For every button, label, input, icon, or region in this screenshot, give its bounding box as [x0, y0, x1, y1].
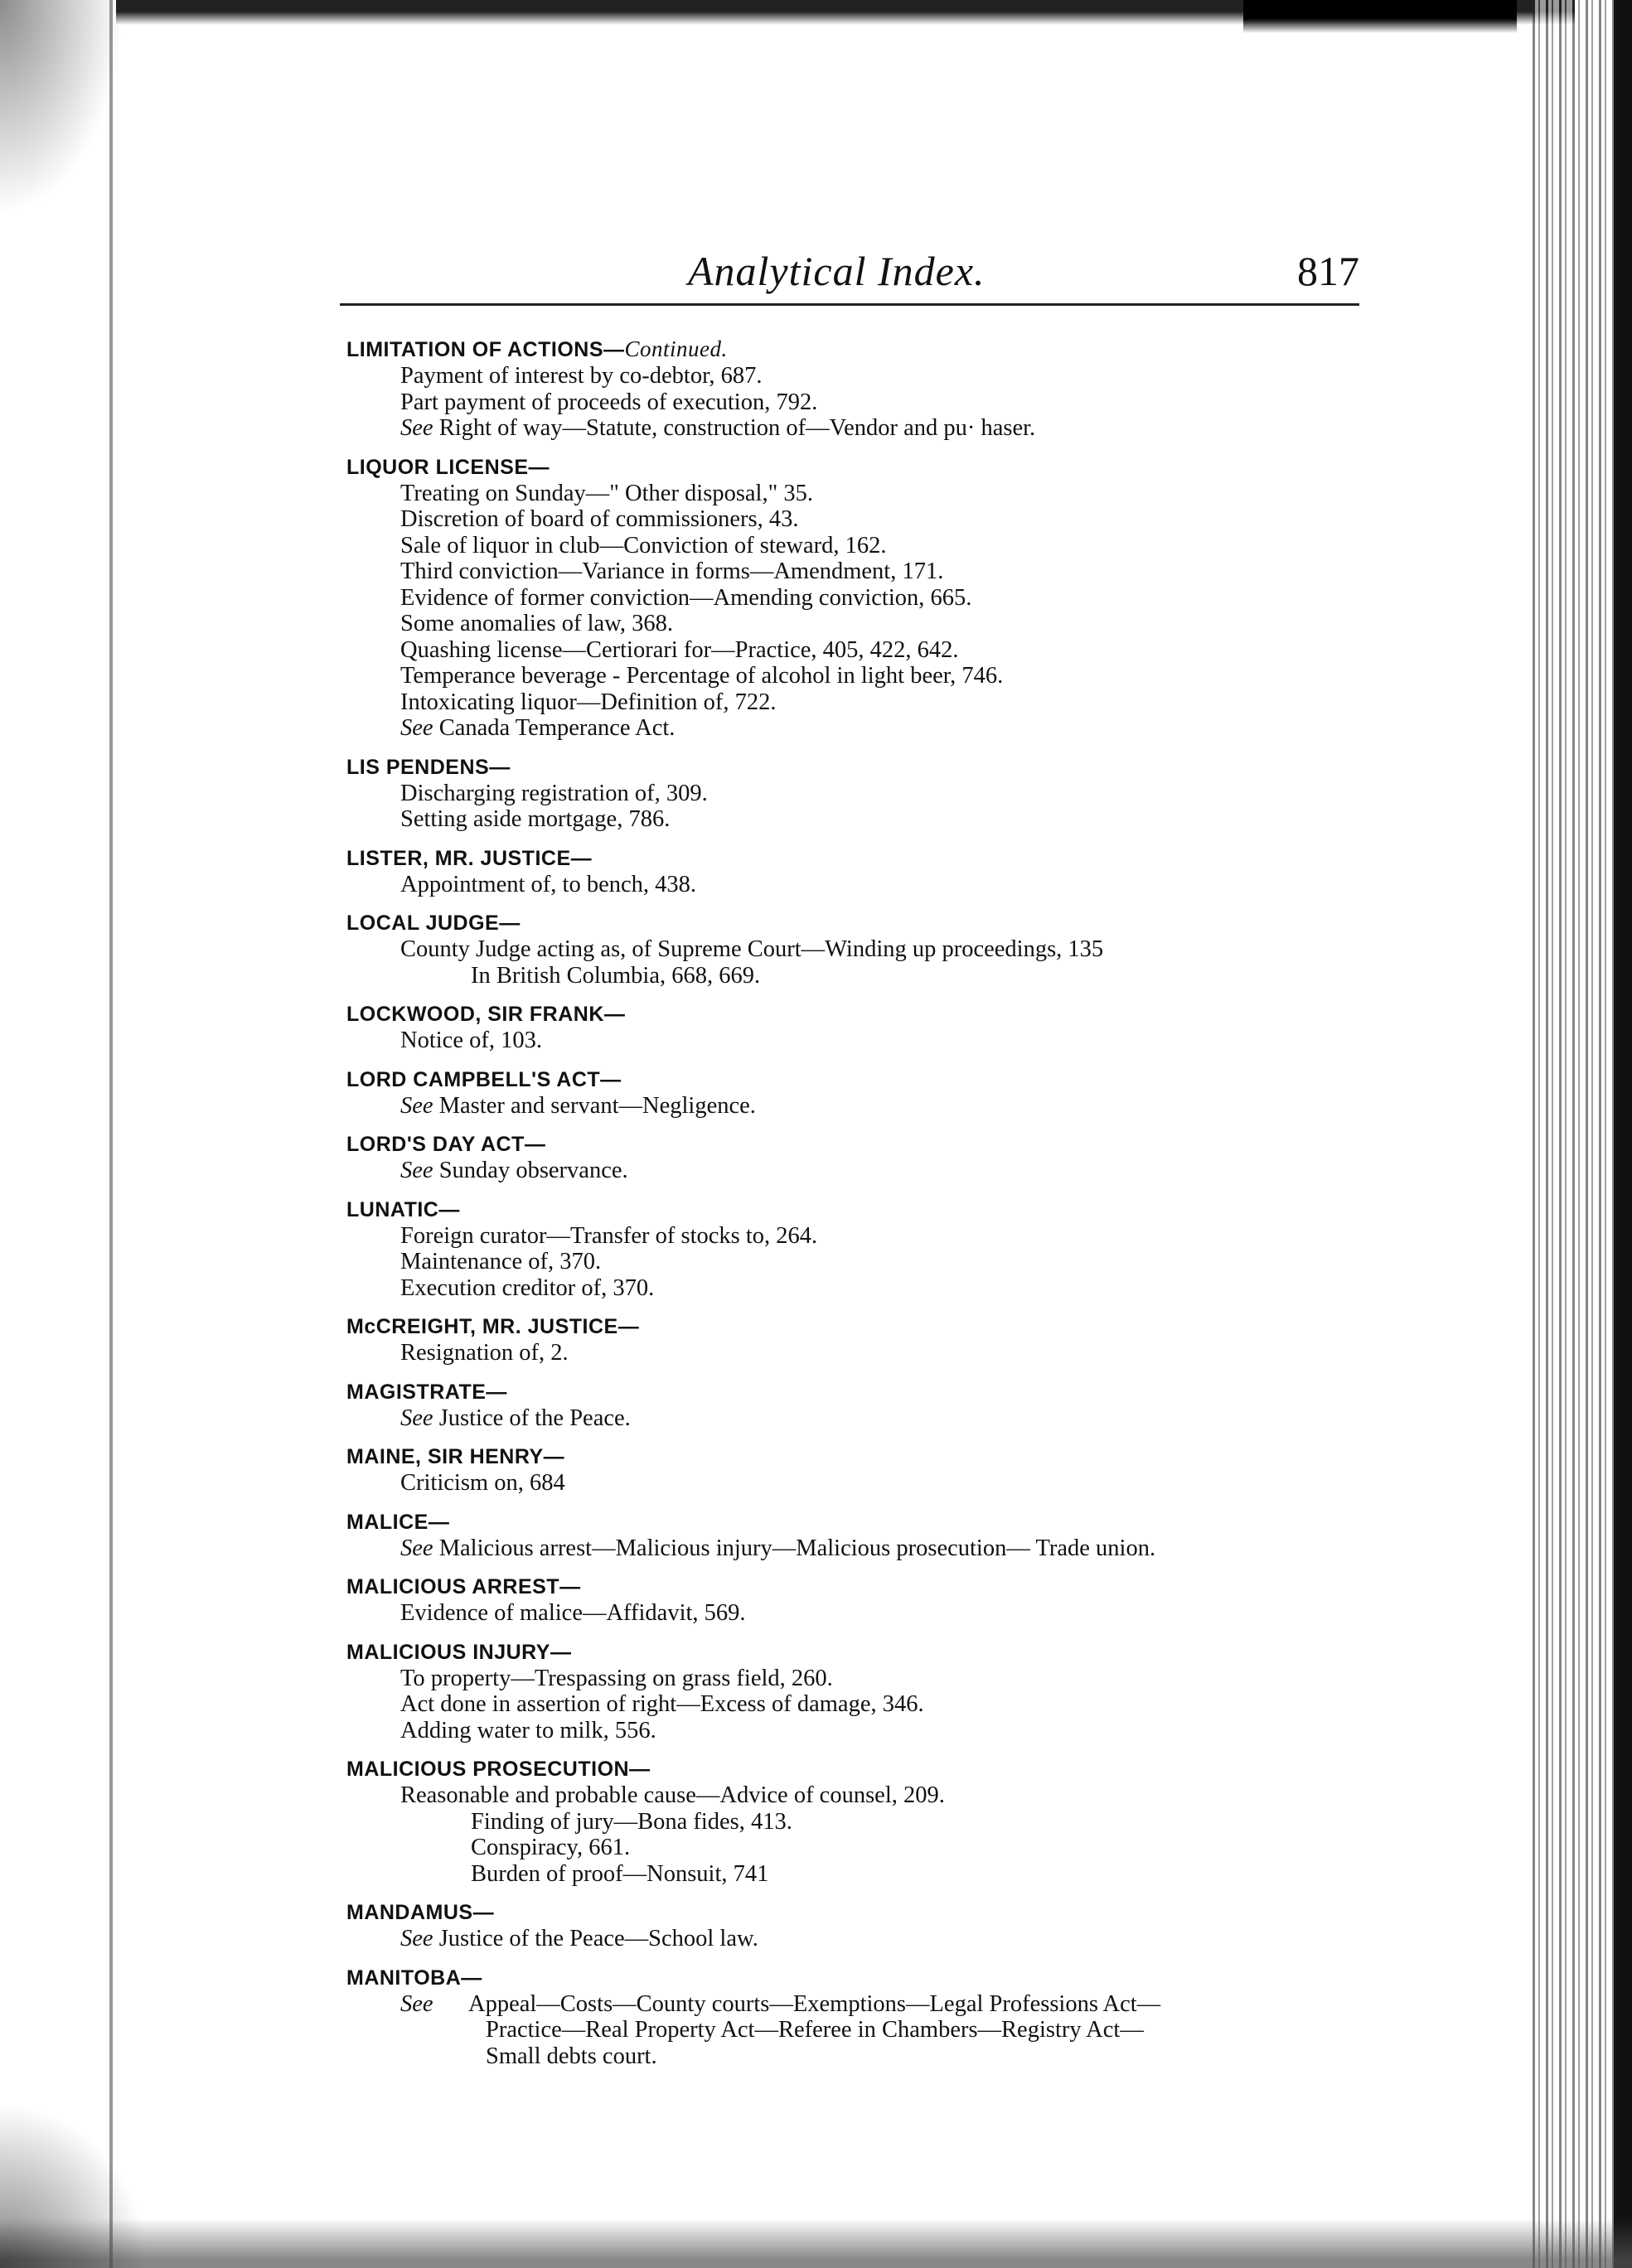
- index-entry: [346, 910, 1374, 989]
- cross-reference-line: [346, 1093, 1374, 1119]
- subentry-text: Execution creditor of, 370.: [400, 1274, 655, 1301]
- cross-reference-line: [346, 1405, 1374, 1432]
- entry-heading: [346, 336, 1374, 363]
- subentry-text: Practice—Real Property Act—Referee in Chambers—Registry Act—: [486, 2017, 1144, 2043]
- subentry-text: Appointment of, to bench, 438.: [400, 871, 696, 897]
- entry-heading-text: LIQUOR LICENSE—: [346, 455, 550, 479]
- entry-heading: [346, 1639, 1374, 1666]
- entry-heading-continued: Continued.: [624, 336, 728, 361]
- subentry-line: [346, 1223, 1374, 1250]
- subentry-line: [346, 1028, 1374, 1054]
- subentry-line: [346, 689, 1374, 716]
- index-entry: [346, 1197, 1374, 1302]
- subentry-line: [346, 1470, 1374, 1497]
- scan-shadow-bottom-left: [0, 2102, 149, 2268]
- index-entry: [346, 336, 1374, 442]
- subentry-text: Temperance beverage - Percentage of alcohol in light beer, 746.: [400, 663, 1004, 689]
- subentry-text: Justice of the Peace—School law.: [438, 1926, 758, 1951]
- entry-heading: [346, 1379, 1374, 1405]
- subentry-text: Canada Temperance Act.: [438, 715, 676, 741]
- entry-heading-text: LORD CAMPBELL'S ACT—: [346, 1067, 622, 1091]
- entry-heading: [346, 454, 1374, 481]
- index-entry: [346, 754, 1374, 833]
- subentry-text: Conspiracy, 661.: [471, 1835, 631, 1860]
- subentry-line: [346, 1249, 1374, 1275]
- subentry-line: [346, 363, 1374, 389]
- subentry-line: [346, 1691, 1374, 1718]
- entry-heading-text: MALICIOUS ARREST—: [346, 1575, 581, 1598]
- subentry-text: Malicious arrest—Malicious injury—Malicious prosecution— Trade union.: [438, 1535, 1156, 1561]
- subentry-line: [346, 963, 1374, 989]
- entry-heading: [346, 1756, 1374, 1782]
- subentry-text: Justice of the Peace.: [438, 1405, 631, 1431]
- subentry-line: [346, 1666, 1374, 1692]
- index-entry: [346, 454, 1374, 742]
- entry-heading: [346, 1509, 1374, 1535]
- subentry-text: Reasonable and probable cause—Advice of counsel, 209.: [400, 1782, 945, 1808]
- page-header: [340, 240, 1359, 307]
- subentry-line: [346, 1809, 1374, 1835]
- subentry-line: [346, 1600, 1374, 1627]
- subentry-line: [346, 781, 1374, 807]
- entry-heading-text: MANITOBA—: [346, 1966, 482, 1990]
- entry-heading-text: LIS PENDENS—: [346, 755, 511, 779]
- see-label: See: [400, 1926, 433, 1951]
- cross-reference-line: [346, 1158, 1374, 1184]
- entry-heading: [346, 1197, 1374, 1223]
- scan-edge-left: [109, 0, 113, 2268]
- entry-heading: [346, 1131, 1374, 1158]
- entry-heading-text: MAGISTRATE—: [346, 1380, 507, 1404]
- running-title: Analytical Index.: [688, 248, 985, 294]
- cross-reference-line: [346, 715, 1374, 742]
- cross-reference-line: [346, 1926, 1374, 1952]
- subentry-line: [346, 936, 1374, 963]
- index-entry: [346, 1379, 1374, 1432]
- subentry-text: Right of way—Statute, construction of—Vendor and pu· haser.: [438, 415, 1036, 441]
- page-number: 817: [1297, 248, 1359, 294]
- subentry-text: Evidence of malice—Affidavit, 569.: [400, 1600, 746, 1626]
- subentry-line: [346, 806, 1374, 833]
- subentry-text: Act done in assertion of right—Excess of damage, 346.: [400, 1691, 924, 1717]
- index-entry: [346, 1443, 1374, 1497]
- header-rule: [340, 303, 1359, 306]
- subentry-text: Adding water to milk, 556.: [400, 1717, 656, 1743]
- entry-heading: [346, 1443, 1374, 1470]
- entry-heading: [346, 1965, 1374, 1991]
- subentry-line: [346, 1782, 1374, 1809]
- index-entry: [346, 845, 1374, 898]
- subentry-text: Quashing license—Certiorari for—Practice, 405, 422, 642.: [400, 636, 959, 663]
- index-entry: [346, 1574, 1374, 1627]
- entry-heading-text: MAINE, SIR HENRY—: [346, 1445, 565, 1468]
- index-entry: [346, 1756, 1374, 1887]
- see-label: See: [400, 715, 433, 741]
- cross-reference-line: [346, 415, 1374, 442]
- entry-heading: [346, 1066, 1374, 1093]
- index-entry: [346, 1001, 1374, 1054]
- subentry-text: Part payment of proceeds of execution, 792.: [400, 389, 818, 415]
- subentry-line: [346, 611, 1374, 637]
- subentry-text: Finding of jury—Bona fides, 413.: [471, 1808, 792, 1835]
- entry-heading: [346, 754, 1374, 781]
- subentry-text: Discretion of board of commissioners, 43.: [400, 506, 799, 532]
- subentry-line: [346, 1275, 1374, 1302]
- scan-edge-bottom: [0, 2218, 1632, 2268]
- subentry-line: [346, 2017, 1374, 2043]
- subentry-line: [346, 637, 1374, 664]
- scan-shadow-left: [0, 0, 124, 215]
- entry-heading-text: MANDAMUS—: [346, 1901, 495, 1924]
- entry-heading: [346, 1313, 1374, 1340]
- entry-heading-text: MALICE—: [346, 1510, 450, 1534]
- subentry-text: Master and servant—Negligence.: [438, 1092, 756, 1119]
- subentry-line: [346, 389, 1374, 416]
- subentry-text: County Judge acting as, of Supreme Court—Winding up proceedings, 135: [400, 936, 1104, 962]
- subentry-text: Setting aside mortgage, 786.: [400, 806, 671, 832]
- subentry-line: [346, 1835, 1374, 1861]
- entry-heading: [346, 1899, 1374, 1926]
- entry-heading: [346, 910, 1374, 936]
- subentry-text: Discharging registration of, 309.: [400, 780, 708, 806]
- index-entry: [346, 1313, 1374, 1366]
- scan-edge-top-dark: [1243, 0, 1517, 33]
- subentry-text: In British Columbia, 668, 669.: [471, 962, 761, 989]
- cross-reference-line: [346, 1991, 1374, 2018]
- entry-heading-text: LUNATIC—: [346, 1197, 460, 1221]
- subentry-text: Payment of interest by co-debtor, 687.: [400, 363, 763, 389]
- index-entry: [346, 1066, 1374, 1119]
- see-label: See: [400, 1405, 433, 1431]
- see-label: See: [400, 415, 433, 441]
- index-entry: [346, 1131, 1374, 1184]
- see-label: See: [400, 1092, 433, 1119]
- subentry-text: Sale of liquor in club—Conviction of steward, 162.: [400, 532, 887, 559]
- see-label: See: [400, 1535, 433, 1561]
- subentry-text: Intoxicating liquor—Definition of, 722.: [400, 689, 777, 715]
- subentry-text: Small debts court.: [486, 2043, 657, 2069]
- entry-heading-text: LORD'S DAY ACT—: [346, 1133, 546, 1156]
- entry-heading-text: LOCAL JUDGE—: [346, 912, 521, 935]
- subentry-line: [346, 872, 1374, 898]
- subentry-text: Notice of, 103.: [400, 1028, 542, 1053]
- subentry-line: [346, 2043, 1374, 2070]
- subentry-text: Foreign curator—Transfer of stocks to, 264.: [400, 1222, 818, 1249]
- subentry-line: [346, 559, 1374, 585]
- see-label: See: [400, 1990, 433, 2017]
- scan-edge-right: [1614, 0, 1632, 2268]
- entry-heading: [346, 1574, 1374, 1600]
- subentry-line: [346, 585, 1374, 612]
- subentry-text: Resignation of, 2.: [400, 1340, 569, 1366]
- subentry-line: [346, 1861, 1374, 1888]
- subentry-text: Burden of proof—Nonsuit, 741: [471, 1860, 769, 1887]
- subentry-text: Evidence of former conviction—Amending conviction, 665.: [400, 584, 972, 611]
- subentry-line: [346, 533, 1374, 559]
- subentry-line: [346, 663, 1374, 689]
- subentry-text: Sunday observance.: [438, 1158, 628, 1183]
- subentry-line: [346, 481, 1374, 507]
- subentry-text: Third conviction—Variance in forms—Amendment, 171.: [400, 559, 944, 584]
- entry-heading-text: LISTER, MR. JUSTICE—: [346, 846, 593, 870]
- entry-heading: [346, 845, 1374, 872]
- entry-heading-text: McCREIGHT, MR. JUSTICE—: [346, 1315, 640, 1338]
- index-entry: [346, 1899, 1374, 1952]
- subentry-text: To property—Trespassing on grass field, 260.: [400, 1665, 833, 1691]
- subentry-line: [346, 506, 1374, 533]
- index-entry: [346, 1965, 1374, 2070]
- subentry-line: [346, 1340, 1374, 1366]
- subentry-text: Treating on Sunday—" Other disposal," 35.: [400, 480, 813, 506]
- index-entry: [346, 1509, 1374, 1562]
- entry-heading-text: MALICIOUS PROSECUTION—: [346, 1758, 651, 1781]
- subentry-text: Appeal—Costs—County courts—Exemptions—Legal Professions Act—: [468, 1990, 1161, 2017]
- index-body: [346, 336, 1374, 2082]
- entry-heading-text: LOCKWOOD, SIR FRANK—: [346, 1003, 626, 1026]
- subentry-text: Maintenance of, 370.: [400, 1249, 602, 1274]
- subentry-text: Criticism on, 684: [400, 1470, 565, 1496]
- subentry-text: Some anomalies of law, 368.: [400, 611, 674, 636]
- entry-heading: [346, 1001, 1374, 1028]
- cross-reference-line: [346, 1535, 1374, 1562]
- entry-heading-text: MALICIOUS INJURY—: [346, 1640, 572, 1664]
- see-label: See: [400, 1158, 433, 1183]
- entry-heading-text: LIMITATION OF ACTIONS—: [346, 338, 625, 361]
- subentry-line: [346, 1718, 1374, 1744]
- index-entry: [346, 1639, 1374, 1744]
